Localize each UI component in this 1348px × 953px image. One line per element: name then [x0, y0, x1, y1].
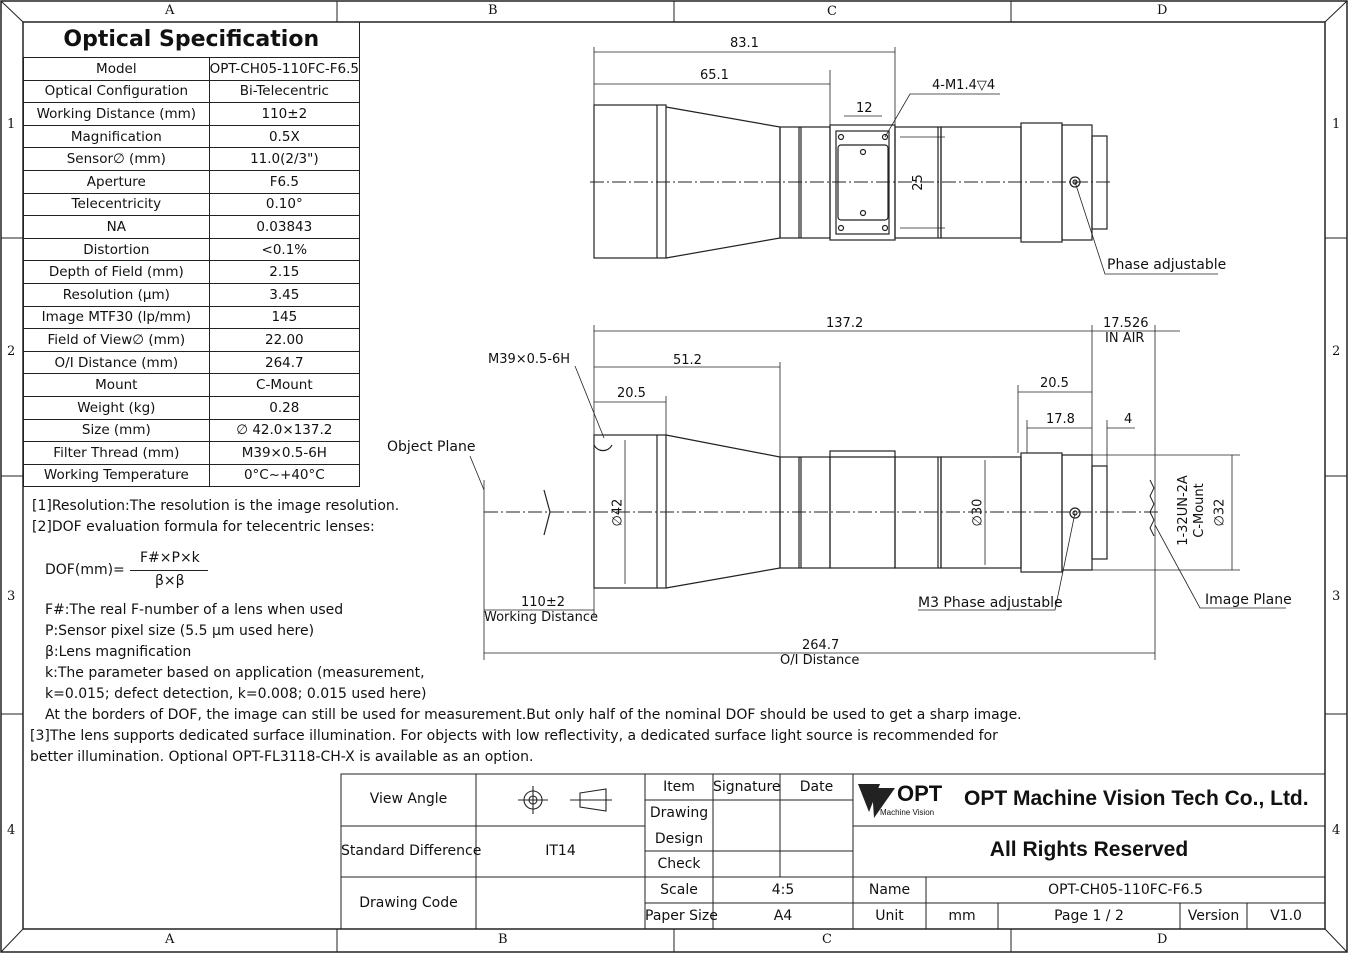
note-illumination-2: better illumination. Optional OPT-FL3118-CH-X is available as an option. [30, 749, 534, 765]
opt-logo-subtext: Machine Vision [880, 808, 935, 817]
dim-dia-32: ∅32 [1212, 498, 1228, 527]
col-label-b: B [488, 3, 498, 18]
col-label-c-bottom: C [822, 932, 832, 947]
note-k-param: k:The parameter based on application (measurement, [45, 665, 425, 681]
dim-264-7: 264.7 [802, 638, 840, 653]
m3-phase-label: M3 Phase adjustable [918, 595, 1063, 611]
spec-value: 3.45 [209, 283, 359, 306]
dim-4: 4 [1124, 412, 1133, 427]
col-label-a-bottom: A [165, 932, 175, 947]
spec-value: 0.10° [209, 193, 359, 216]
note-fnumber: F#:The real F-number of a lens when used [45, 602, 344, 618]
col-label-b-bottom: B [498, 932, 508, 947]
dim-83-1: 83.1 [730, 36, 759, 51]
paper-size-value: A4 [773, 908, 793, 924]
spec-key: Depth of Field (mm) [24, 261, 210, 284]
name-label: Name [868, 882, 911, 898]
company-name: OPT Machine Vision Tech Co., Ltd. [964, 787, 1309, 810]
dim-17-8: 17.8 [1046, 412, 1075, 427]
c-mount-thread-label: 1-32UN-2A [1175, 475, 1191, 546]
spec-key: Field of View∅ (mm) [24, 329, 210, 352]
spec-value: 22.00 [209, 329, 359, 352]
note-k-values: k=0.015; defect detection, k=0.008; 0.015 used here) [45, 686, 427, 702]
oi-distance-label: O/I Distance [780, 653, 860, 668]
note-pixel-size: P:Sensor pixel size (5.5 μm used here) [45, 623, 315, 639]
filter-thread-label: M39×0.5-6H [488, 352, 571, 367]
spec-value: 110±2 [209, 103, 359, 126]
row-label-2: 2 [7, 344, 16, 359]
object-plane-label: Object Plane [387, 439, 476, 455]
spec-key: Working Distance (mm) [24, 103, 210, 126]
spec-key: NA [24, 216, 210, 239]
unit-label: Unit [875, 908, 904, 924]
spec-key: O/I Distance (mm) [24, 351, 210, 374]
spec-value: 264.7 [209, 351, 359, 374]
working-distance-label: Working Distance [484, 610, 598, 625]
projection-symbol-icon [518, 786, 612, 814]
row-label-4: 4 [7, 823, 16, 838]
check-row-label: Check [657, 856, 701, 872]
dof-formula-numerator: F#×P×k [140, 550, 200, 566]
spec-key: Magnification [24, 125, 210, 148]
spec-key: Mount [24, 374, 210, 397]
spec-key: Image MTF30 (lp/mm) [24, 306, 210, 329]
in-air-label: IN AIR [1105, 331, 1145, 346]
spec-value: 2.15 [209, 261, 359, 284]
spec-key: Distortion [24, 238, 210, 261]
note-dof-borders: At the borders of DOF, the image can still be used for measurement.But only half of the nominal DOF should be used to get a sharp image. [45, 707, 1022, 723]
row-label-2-right: 2 [1332, 344, 1341, 359]
row-label-3: 3 [7, 589, 16, 604]
col-label-d: D [1157, 3, 1168, 18]
dof-formula-label: DOF(mm)= [45, 562, 125, 578]
spec-value: Bi-Telecentric [209, 80, 359, 103]
dof-formula-denominator: β×β [155, 573, 185, 589]
version-value: V1.0 [1270, 908, 1302, 924]
scale-value: 4:5 [771, 882, 795, 898]
dim-137-2: 137.2 [826, 316, 864, 331]
spec-key: Weight (kg) [24, 396, 210, 419]
dim-dia-42: ∅42 [610, 498, 626, 527]
spec-title: Optical Specification [24, 22, 360, 58]
note-magnification: β:Lens magnification [45, 644, 192, 660]
col-label-a: A [165, 3, 175, 18]
phase-adjustable-label: Phase adjustable [1107, 257, 1227, 273]
row-label-3-right: 3 [1332, 589, 1341, 604]
spec-key: Optical Configuration [24, 80, 210, 103]
spec-value: M39×0.5-6H [209, 442, 359, 465]
spec-value: 11.0(2/3") [209, 148, 359, 171]
spec-value: 0°C~+40°C [209, 464, 359, 487]
page-number: Page 1 / 2 [1054, 908, 1124, 924]
standard-difference-value: IT14 [545, 843, 576, 859]
dim-25: 25 [910, 174, 926, 191]
all-rights-reserved: All Rights Reserved [989, 838, 1189, 861]
spec-value: <0.1% [209, 238, 359, 261]
note-resolution: [1]Resolution:The resolution is the image resolution. [32, 498, 400, 514]
standard-difference-label: Standard Difference [341, 843, 482, 859]
col-label-d-bottom: D [1157, 932, 1168, 947]
signature-header: Signature [713, 779, 781, 795]
screw-spec: 4-M1.4▽4 [932, 78, 996, 93]
note-dof-heading: [2]DOF evaluation formula for telecentric lenses: [32, 519, 375, 535]
dim-20-5-rear: 20.5 [1040, 376, 1069, 391]
date-header: Date [799, 779, 834, 795]
dim-51-2: 51.2 [673, 353, 702, 368]
col-label-c: C [827, 4, 837, 19]
spec-key: Model [24, 58, 210, 81]
spec-value: F6.5 [209, 170, 359, 193]
spec-key: Filter Thread (mm) [24, 442, 210, 465]
dim-65-1: 65.1 [700, 68, 729, 83]
spec-key: Resolution (μm) [24, 283, 210, 306]
image-plane-label: Image Plane [1205, 592, 1292, 608]
c-mount-label: C-Mount [1191, 483, 1207, 538]
version-label: Version [1187, 908, 1240, 924]
scale-label: Scale [660, 882, 698, 898]
dim-17-526: 17.526 [1103, 316, 1149, 331]
row-label-1-right: 1 [1332, 117, 1341, 132]
spec-value: C-Mount [209, 374, 359, 397]
spec-value: 0.28 [209, 396, 359, 419]
note-illumination-1: [3]The lens supports dedicated surface illumination. For objects with low reflectivity, a dedicated surface light source is recommended for [30, 728, 998, 744]
dim-12: 12 [856, 101, 873, 116]
dim-dia-30: ∅30 [970, 498, 986, 527]
spec-key: Size (mm) [24, 419, 210, 442]
unit-value: mm [948, 908, 976, 924]
spec-value: 0.5X [209, 125, 359, 148]
spec-key: Aperture [24, 170, 210, 193]
spec-value: 0.03843 [209, 216, 359, 239]
dim-20-5-front: 20.5 [617, 386, 646, 401]
spec-key: Telecentricity [24, 193, 210, 216]
drawing-row-label: Drawing [649, 805, 709, 821]
drawing-code-label: Drawing Code [359, 895, 458, 911]
spec-value: OPT-CH05-110FC-F6.5 [209, 58, 359, 81]
spec-value: ∅ 42.0×137.2 [209, 419, 359, 442]
name-value: OPT-CH05-110FC-F6.5 [1048, 882, 1203, 898]
opt-logo-text: OPT [897, 781, 943, 806]
paper-size-label: Paper Size [645, 908, 718, 924]
view-angle-label: View Angle [369, 791, 448, 807]
item-header: Item [663, 779, 695, 795]
spec-value: 145 [209, 306, 359, 329]
dim-working-distance: 110±2 [521, 595, 565, 610]
spec-key: Sensor∅ (mm) [24, 148, 210, 171]
spec-key: Working Temperature [24, 464, 210, 487]
row-label-1: 1 [7, 117, 16, 132]
design-row-label: Design [654, 831, 704, 847]
row-label-4-right: 4 [1332, 823, 1341, 838]
